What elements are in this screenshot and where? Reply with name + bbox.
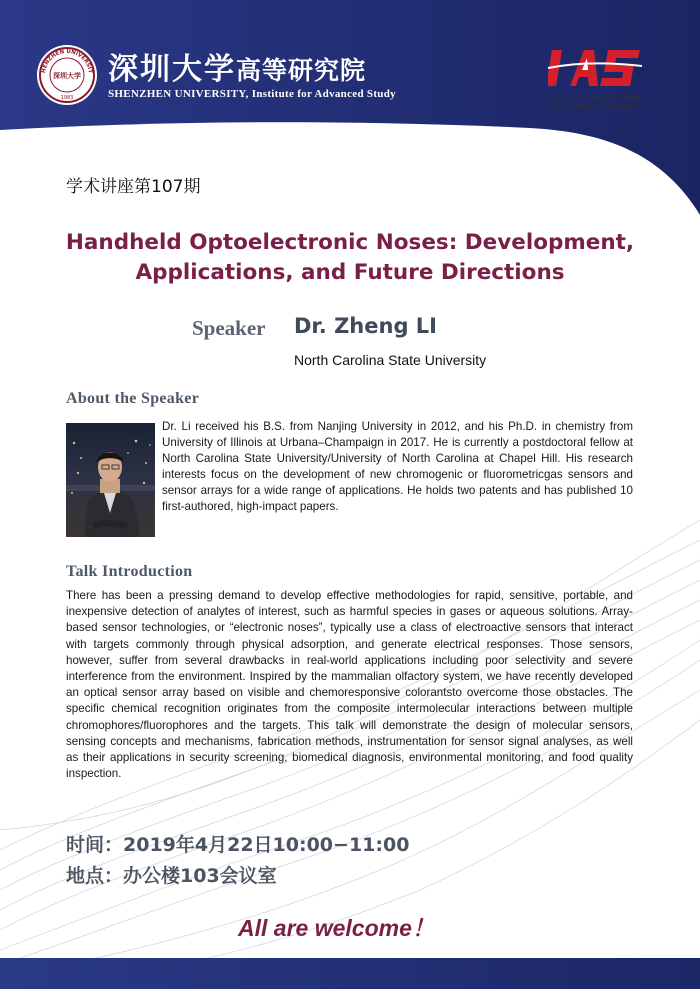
speaker-affiliation: North Carolina State University bbox=[294, 352, 487, 368]
event-time: 时间：2019年4月22日10:00−11:00 bbox=[66, 834, 410, 856]
university-cn: 深圳大学 bbox=[108, 52, 236, 87]
ias-logo-line2: SHENZHEN UNIVERSITY bbox=[550, 102, 641, 111]
footer-band bbox=[0, 958, 700, 989]
svg-text:深圳大学: 深圳大学 bbox=[53, 71, 81, 80]
svg-text:SHENZHEN UNIVERSITY: HENZHEN UNIVERSIT bbox=[41, 48, 93, 74]
about-speaker-heading: About the Speaker bbox=[66, 390, 200, 407]
speaker-photo bbox=[66, 423, 155, 537]
ias-letters-logo bbox=[548, 46, 642, 90]
lecture-series-number: 学术讲座第107期 bbox=[66, 177, 201, 197]
talk-title-line2: Applications, and Future Directions bbox=[135, 260, 565, 285]
talk-intro-heading: Talk Introduction bbox=[66, 563, 193, 580]
ias-logo-line1: Institute for Advanced Study bbox=[550, 92, 641, 101]
welcome-text: All are welcome！ bbox=[238, 915, 435, 941]
institute-cn: 高等研究院 bbox=[236, 56, 367, 85]
university-seal-logo bbox=[36, 44, 98, 106]
speaker-name: Dr. Zheng LI bbox=[294, 314, 437, 338]
speaker-label: Speaker bbox=[192, 316, 266, 340]
ias-logo bbox=[548, 46, 642, 116]
event-place: 地点：办公楼103会议室 bbox=[66, 865, 277, 887]
university-name-cn bbox=[108, 44, 366, 88]
talk-intro-text: There has been a pressing demand to develop effective methodologies for rapid, sensitive, portable, and inexpensive detection of analytes of interest, such as harmful species in gases or aqueous solutions. Array-based sensor technologies, or “electronic noses”, typically use a class of electroactive sensors that interact with targets commonly through physical adsorption, and generate electrical responses. Those sensors, however, suffer from several drawbacks in real-world applications including poor selectivity and severe interference from the environment. Inspired by the mammalian olfactory system, we have recently developed an optical sensor array based on visible and chemoresponsive colorantsto overcome those obstacles. The specific chemical recognition originates from the composite intermolecular interactions between multiple chromophores/fluorophores and the targets. This talk will demonstrate the design of molecular sensors, sensing concepts and mechanisms, fabrication methods, instrumentation for sensor signal analyses, as well as their applications in security screening, biomedical diagnosis, environmental monitoring, and food quality inspection. bbox=[66, 589, 633, 781]
speaker-bio: Dr. Li received his B.S. from Nanjing University in 2012, and his Ph.D. in chemistry from University of Illinois at Urbana–Champaign in 2017. He is currently a postdoctoral fellow at North Carolina State University/University of North Carolina at Chapel Hill. His research interests focus on the development of new chromogenic or fluorometricgas sensors and sensor arrays for a wide range of applications. He holds two patents and has published 10 first-authored, high-impact papers. bbox=[162, 420, 633, 513]
svg-text:1983: 1983 bbox=[60, 95, 74, 101]
header-band bbox=[0, 0, 700, 240]
university-name-en: SHENZHEN UNIVERSITY, Institute for Advanced Study bbox=[108, 88, 396, 100]
talk-title bbox=[40, 228, 660, 288]
talk-title-line1: Handheld Optoelectronic Noses: Development, bbox=[65, 230, 635, 255]
